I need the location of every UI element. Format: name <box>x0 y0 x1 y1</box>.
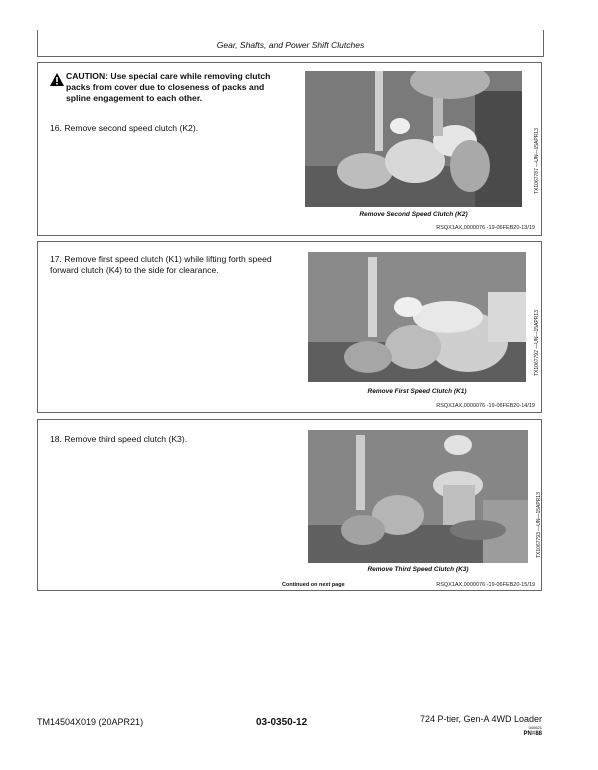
warning-icon <box>50 73 64 86</box>
figure-caption: Remove Second Speed Clutch (K2) <box>359 211 468 218</box>
photo-third-speed-clutch <box>308 430 528 563</box>
step-16-text: 16. Remove second speed clutch (K2). <box>50 123 199 133</box>
reference-code: RSQX1AX,0000076 -19-06FEB20-15/19 <box>436 582 535 588</box>
figure-id: TX1067793 —UN—15APR13 <box>536 492 542 558</box>
continued-note: Continued on next page <box>282 582 345 588</box>
footer-model: 724 P-tier, Gen-A 4WD Loader <box>419 714 542 724</box>
footer-page-number: 03-0350-12 <box>256 717 308 728</box>
header-title: Gear, Shafts, and Power Shift Clutches <box>216 40 365 50</box>
figure-caption: Remove Third Speed Clutch (K3) <box>367 566 469 573</box>
caution-note <box>50 71 290 104</box>
photo-first-speed-clutch <box>308 252 526 382</box>
photo-second-speed-clutch <box>305 71 522 207</box>
footer-pn: PN=88 <box>523 731 542 737</box>
reference-code: RSQX1AX,0000076 -19-06FEB20-14/19 <box>436 403 535 409</box>
caution-text: CAUTION: Use special care while removing clutch packs from cover due to closeness of packs and spline engagement to each other. <box>66 71 271 103</box>
section-step-18 <box>37 419 542 591</box>
reference-code: RSQX1AX,0000076 -19-06FEB20-13/19 <box>436 225 535 231</box>
figure-caption: Remove First Speed Clutch (K1) <box>367 388 467 395</box>
figure-id: TX1067792 —UN—15APR13 <box>534 310 540 376</box>
page-header <box>37 30 544 57</box>
footer-date-code: 040621 <box>528 725 542 730</box>
step-17-text: 17. Remove first speed clutch (K1) while lifting forth speed forward clutch (K4) to the side for clearance. <box>50 254 272 275</box>
section-step-16 <box>37 62 542 236</box>
figure-id: TX1067787 —UN—15APR13 <box>534 128 540 194</box>
step-18-text: 18. Remove third speed clutch (K3). <box>50 434 188 444</box>
footer-doc-id: TM14504X019 (20APR21) <box>37 717 144 727</box>
section-step-17 <box>37 241 542 413</box>
